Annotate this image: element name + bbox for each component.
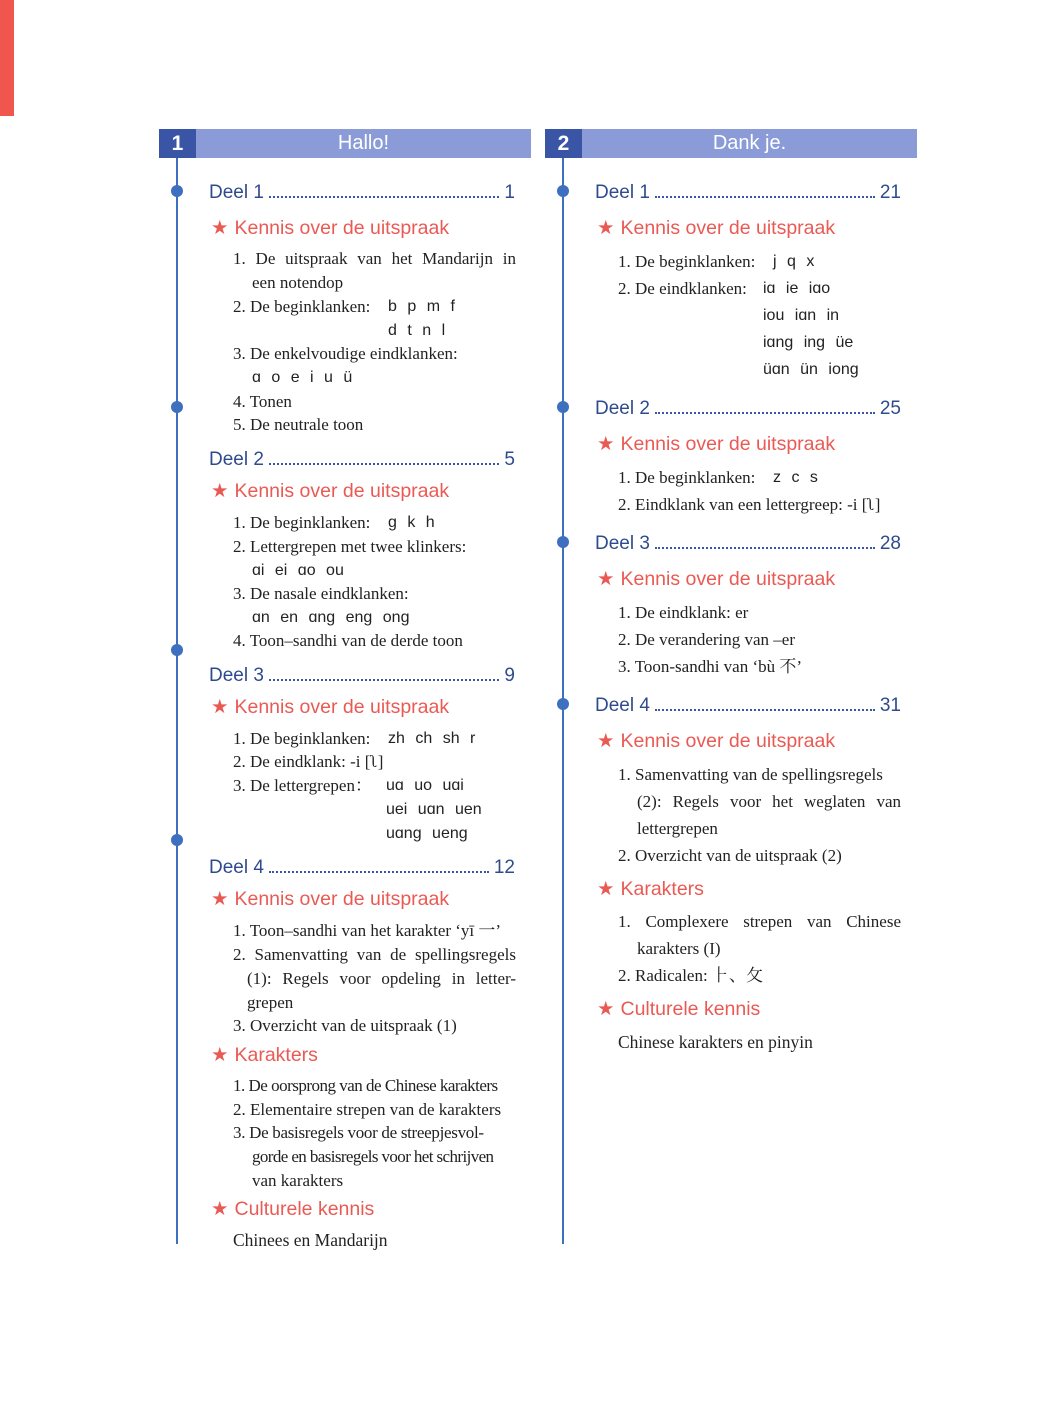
- toc-item: 1. De oorsprong van de Chinese karakters: [233, 1076, 498, 1095]
- toc-entry-deel-2[interactable]: [595, 394, 901, 420]
- toc-item: 1. De beginklanken:: [618, 252, 756, 271]
- pinyin-row: iou iɑn in: [763, 307, 840, 324]
- pinyin-row: g k h: [388, 514, 435, 531]
- star-icon: ★: [597, 433, 615, 455]
- lesson-1-header: [159, 129, 531, 158]
- deel-label: Deel 4: [595, 695, 650, 716]
- toc-item: 3. De lettergrepen：: [233, 776, 372, 795]
- toc-item: 2. Radicalen: ⺊、攵: [618, 966, 763, 985]
- toc-item: 2. Elementaire strepen van de karakters: [233, 1100, 502, 1119]
- toc-entry-deel-1[interactable]: [209, 178, 515, 204]
- toc-item: 1. Complexere strepen van Chinese: [618, 912, 901, 931]
- timeline-dot: [171, 834, 183, 846]
- lesson-title: Dank je.: [712, 132, 787, 154]
- toc-entry-deel-1[interactable]: [595, 178, 901, 204]
- toc-item: 3. De basisregels voor de streepjesvol-: [233, 1123, 484, 1142]
- toc-item: (1): Regels voor opdeling in letter-: [247, 969, 516, 988]
- toc-item: 1. De beginklanken:: [618, 468, 756, 487]
- toc-item: (2): Regels voor het weglaten van: [637, 792, 901, 811]
- toc-item: een notendop: [252, 273, 344, 292]
- toc-item: 1. De beginklanken:: [233, 729, 371, 748]
- lesson-number: 2: [545, 129, 582, 158]
- toc-entry-deel-3[interactable]: [209, 661, 515, 687]
- deel-label: Deel 1: [595, 182, 650, 203]
- section-heading: ★ Kennis over de uitspraak: [211, 696, 450, 718]
- pinyin-row: uɑng ueng: [386, 825, 468, 842]
- star-icon: ★: [597, 217, 615, 239]
- section-heading: ★ Karakters: [597, 878, 704, 900]
- star-icon: ★: [211, 696, 229, 718]
- timeline-dot: [171, 644, 183, 656]
- star-icon: ★: [597, 998, 615, 1020]
- toc-item: 4. Tonen: [233, 392, 292, 411]
- toc-item: Chinese karakters en pinyin: [618, 1032, 813, 1052]
- pinyin-row: d t n l: [388, 322, 446, 339]
- section-heading: ★ Kennis over de uitspraak: [211, 888, 450, 910]
- star-icon: ★: [597, 730, 615, 752]
- dot-leader: [655, 196, 875, 198]
- section-heading: ★ Karakters: [211, 1044, 318, 1066]
- page-number: 31: [879, 695, 901, 716]
- toc-item: 3. Overzicht van de uitspraak (1): [233, 1016, 457, 1035]
- dot-leader: [655, 412, 875, 414]
- deel-label: Deel 2: [209, 449, 264, 470]
- toc-item: 3. Toon-sandhi van ‘bù 不’: [618, 657, 803, 676]
- toc-item: grepen: [247, 993, 294, 1012]
- section-heading: ★ Culturele kennis: [597, 998, 761, 1020]
- page-number: 28: [879, 533, 901, 554]
- toc-item: 2. De eindklanken:: [618, 279, 747, 298]
- page-number: 9: [504, 665, 515, 686]
- lesson-2-header: [545, 129, 917, 158]
- toc-item: karakters (I): [637, 939, 721, 958]
- toc-entry-deel-4[interactable]: [595, 691, 901, 717]
- dot-leader: [269, 679, 500, 681]
- pinyin-row: z c s: [773, 469, 818, 486]
- toc-entry-deel-2[interactable]: [209, 445, 515, 471]
- pinyin-row: üɑn ün iong: [763, 361, 859, 378]
- toc-item: Chinees en Mandarijn: [233, 1230, 388, 1250]
- pinyin-row: b p m f: [388, 298, 455, 315]
- deel-label: Deel 3: [209, 665, 264, 686]
- toc-item: gorde en basisregels voor het schrijven: [252, 1147, 494, 1166]
- lesson-number: 1: [159, 129, 196, 158]
- toc-item: 2. De eindklank: -i [ʅ]: [233, 752, 384, 771]
- timeline-dot: [557, 185, 569, 197]
- section-heading: ★ Kennis over de uitspraak: [597, 730, 836, 752]
- dot-leader: [269, 196, 500, 198]
- pinyin-row: ɑ o e i u ü: [252, 369, 353, 386]
- star-icon: ★: [211, 480, 229, 502]
- toc-item: 3. De nasale eindklanken:: [233, 584, 409, 603]
- lesson-2-column: [545, 129, 917, 1052]
- page-number: 5: [504, 449, 515, 470]
- toc-item: 1. Samenvatting van de spellingsregels: [618, 765, 883, 784]
- timeline-dot: [557, 698, 569, 710]
- deel-label: Deel 4: [209, 857, 264, 878]
- pinyin-row: zh ch sh r: [388, 730, 476, 747]
- section-heading: ★ Kennis over de uitspraak: [211, 217, 450, 239]
- section-heading: ★ Culturele kennis: [211, 1198, 375, 1220]
- timeline-dot: [557, 401, 569, 413]
- lesson-1-column: [159, 129, 531, 1250]
- toc-item: 2. Eindklank van een lettergreep: -i [ʅ]: [618, 495, 881, 514]
- pinyin-row: iɑng ing üe: [763, 334, 854, 351]
- toc-item: 4. Toon–sandhi van de derde toon: [233, 631, 463, 650]
- dot-leader: [655, 709, 875, 711]
- timeline-line: [176, 158, 178, 1244]
- timeline-dot: [171, 185, 183, 197]
- toc-item: 2. Overzicht van de uitspraak (2): [618, 846, 842, 865]
- page-number: 25: [879, 398, 901, 419]
- toc-item: 1. De uitspraak van het Mandarijn in: [233, 249, 516, 268]
- star-icon: ★: [211, 1198, 229, 1220]
- pinyin-row: uɑ uo uɑi: [386, 777, 464, 794]
- dot-leader: [269, 871, 489, 873]
- star-icon: ★: [211, 1044, 229, 1066]
- toc-item: 1. De beginklanken:: [233, 513, 371, 532]
- toc-entry-deel-4[interactable]: [209, 853, 515, 879]
- deel-label: Deel 1: [209, 182, 264, 203]
- toc-item: 2. Lettergrepen met twee klinkers:: [233, 537, 467, 556]
- toc-item: 3. De enkelvoudige eindklanken:: [233, 344, 458, 363]
- toc-item: 2. De verandering van –er: [618, 630, 796, 649]
- page-number: 12: [493, 857, 515, 878]
- toc-item: lettergrepen: [637, 819, 718, 838]
- toc-item: 1. Toon–sandhi van het karakter ‘yī 一’: [233, 921, 502, 940]
- deel-label: Deel 2: [595, 398, 650, 419]
- page-number: 1: [504, 182, 515, 203]
- dot-leader: [269, 463, 500, 465]
- page-number: 21: [879, 182, 901, 203]
- section-heading: ★ Kennis over de uitspraak: [597, 568, 836, 590]
- pinyin-row: j q x: [773, 253, 815, 270]
- toc-item: 5. De neutrale toon: [233, 415, 364, 434]
- lesson-title: Hallo!: [337, 132, 390, 154]
- star-icon: ★: [597, 568, 615, 590]
- dot-leader: [655, 547, 875, 549]
- toc-item: 2. Samenvatting van de spellingsregels: [233, 945, 516, 964]
- timeline-dot: [171, 401, 183, 413]
- pinyin-row: uei uɑn uen: [386, 801, 482, 818]
- toc-item: 2. De beginklanken:: [233, 297, 371, 316]
- star-icon: ★: [211, 888, 229, 910]
- star-icon: ★: [597, 878, 615, 900]
- pinyin-row: ɑi ei ɑo ou: [252, 562, 344, 579]
- toc-entry-deel-3[interactable]: [595, 529, 901, 555]
- section-heading: ★ Kennis over de uitspraak: [211, 480, 450, 502]
- page-edge-tab: [0, 0, 14, 116]
- toc-item: van karakters: [252, 1171, 344, 1190]
- deel-label: Deel 3: [595, 533, 650, 554]
- section-heading: ★ Kennis over de uitspraak: [597, 433, 836, 455]
- timeline-dot: [557, 536, 569, 548]
- toc-item: 1. De eindklank: er: [618, 603, 749, 622]
- pinyin-row: iɑ ie iɑo: [763, 280, 831, 297]
- section-heading: ★ Kennis over de uitspraak: [597, 217, 836, 239]
- pinyin-row: ɑn en ɑng eng ong: [252, 609, 410, 626]
- star-icon: ★: [211, 217, 229, 239]
